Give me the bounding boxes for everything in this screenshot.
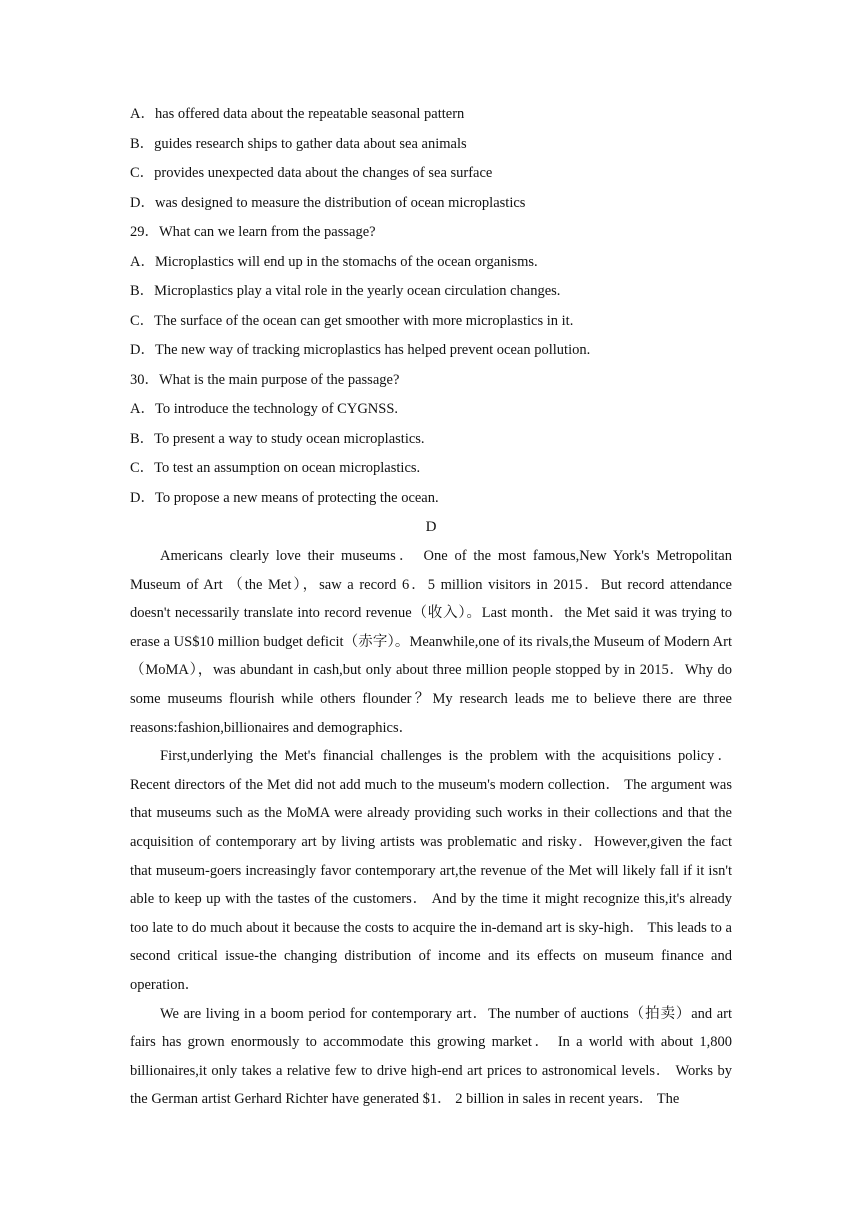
- q30-option-c: C．To test an assumption on ocean microplastics.: [130, 460, 421, 476]
- q28-option-c: C．provides unexpected data about the changes of sea surface: [130, 165, 493, 181]
- q28-option-a: A．has offered data about the repeatable seasonal pattern: [130, 106, 465, 122]
- q30-option-d: D．To propose a new means of protecting the ocean.: [130, 489, 439, 506]
- q30-option-a: A．To introduce the technology of CYGNSS.: [130, 401, 399, 417]
- section-heading: D: [425, 519, 437, 535]
- document-page: [130, 100, 732, 1114]
- q30-option-b: B．To present a way to study ocean microplastics.: [130, 430, 425, 447]
- q29-option-c: C．The surface of the ocean can get smoother with more microplastics in it.: [130, 312, 574, 329]
- q29-option-a: A．Microplastics will end up in the stomachs of the ocean organisms.: [130, 253, 538, 270]
- q28-option-b: B．guides research ships to gather data about sea animals: [130, 135, 467, 152]
- q30-question: 30．What is the main purpose of the passage?: [130, 371, 400, 388]
- q29-option-b: B．Microplastics play a vital role in the yearly ocean circulation changes.: [130, 283, 561, 299]
- passage-paragraph-1: Americans clearly love their museums． One of the most famous,New York's Metropolitan Museum of Art （the Met），saw a record 6．5 million visitors in 2015．But record attendance doesn't necessarily translate into record revenue（收入）。Last month．the Met said it was trying to erase a US$10 million budget deficit（赤字）。Meanwhile,one of its rivals,the Museum of Modern Art（MoMA），was abundant in cash,but only about three million people stopped by in 2015．Why do some museums flourish while others flounder？My research leads me to believe there are three reasons:fashion,billionaires and demographics．: [130, 548, 732, 736]
- q28-option-d: D．was designed to measure the distribution of ocean microplastics: [130, 194, 526, 211]
- q29-option-d: D．The new way of tracking microplastics has helped prevent ocean pollution.: [130, 342, 591, 358]
- passage-paragraph-2: First,underlying the Met's financial challenges is the problem with the acquisitions policy． Recent directors of the Met did not add much to the museum's modern collection． The argument was that museums such as the MoMA were already providing such works in their collections and that the acquisition of contemporary art by living artists was problematic and risky．However,given the fact that museum-goers increasingly favor contemporary art,the revenue of the Met will likely fall if it isn't able to keep up with the tastes of the customers． And by the time it might recognize this,it's already too late to do much about it because the costs to acquire the in-demand art is sky-high． This leads to a second critical issue-the changing distribution of income and its effects on museum finance and operation．: [130, 748, 732, 993]
- q29-question: 29．What can we learn from the passage?: [130, 224, 376, 240]
- passage-paragraph-3: We are living in a boom period for contemporary art．The number of auctions（拍卖）and art fairs has grown enormously to accommodate this growing market． In a world with about 1,800 billionaires,it only takes a relative few to drive high-end art prices to astronomical levels． Works by the German artist Gerhard Richter have generated $1． 2 billion in sales in recent years． The: [130, 1005, 732, 1108]
